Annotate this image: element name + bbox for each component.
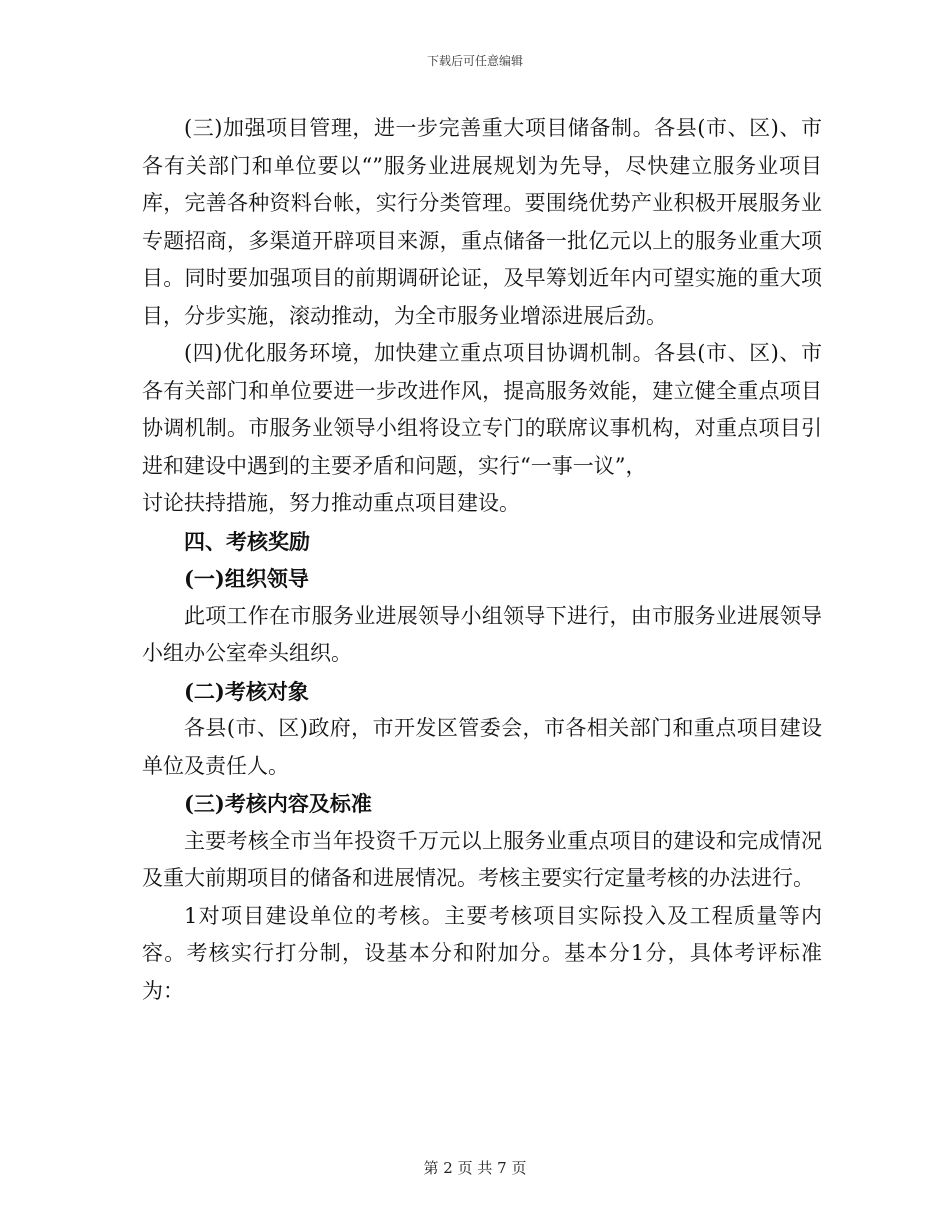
page-number-footer: 第 2 页 共 7 页 (423, 1159, 527, 1177)
section-heading-assessment-rewards: 四、考核奖励 (184, 528, 310, 554)
paragraph-assessment-targets: 各县(市、区)政府，市开发区管委会，市各相关部门和重点项目建设单位及责任人。 (142, 716, 822, 778)
paragraph-assessment-content: 主要考核全市当年投资千万元以上服务业重点项目的建设和完成情况及重大前期项目的储备和进展情况。考核主要实行定量考核的办法进行。 (142, 828, 822, 890)
paragraph-organization: 此项工作在市服务业进展领导小组领导下进行，由市服务业进展领导小组办公室牵头组织。 (142, 603, 822, 665)
subheading-assessment-content: (三)考核内容及标准 (184, 791, 372, 816)
paragraph-project-management: (三)加强项目管理，进一步完善重大项目储备制。各县(市、区)、市各有关部门和单位要以“”服务业进展规划为先导，尽快建立服务业项目库，完善各种资料台帐，实行分类管理。要围绕优势产业积极开展服务业专题招商，多渠道开辟项目来源，重点储备一批亿元以上的服务业重大项目。同时要加强项目的前期调研论证，及早筹划近年内可望实施的重大项目，分步实施，滚动推动，为全市服务业增添进展后劲。 (142, 116, 822, 328)
page-header: 下载后可任意编辑 (426, 54, 523, 68)
subheading-assessment-targets: (二)考核对象 (184, 678, 309, 704)
paragraph-service-environment: (四)优化服务环境，加快建立重点项目协调机制。各县(市、区)、市各有关部门和单位要进一步改进作风，提高服务效能，建立健全重点项目协调机制。市服务业领导小组将设立专门的联席议事机构，对重点项目引进和建设中遇到的主要矛盾和问题，实行“一事一议”， (142, 341, 822, 478)
subheading-organization: (一)组织领导 (184, 566, 309, 591)
document-body (142, 110, 822, 1010)
paragraph-unit-assessment: 1对项目建设单位的考核。主要考核项目实际投入及工程质量等内容。考核实行打分制，设基本分和附加分。基本分1分，具体考评标准为： (142, 903, 822, 1003)
paragraph-service-environment-tail: 讨论扶持措施，努力推动重点项目建设。 (142, 491, 520, 515)
